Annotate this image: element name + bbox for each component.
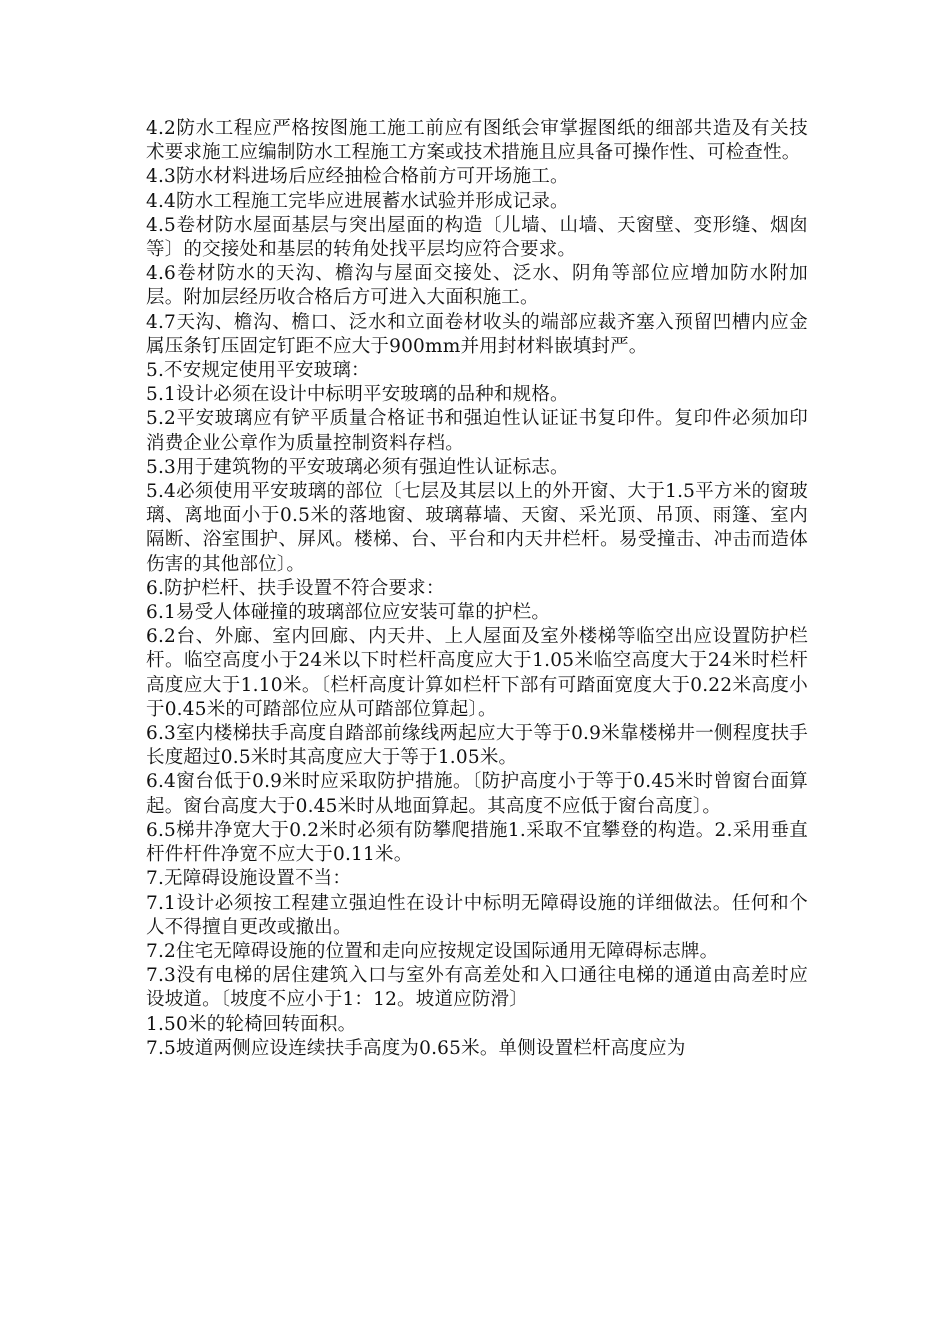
paragraph-5-4: 5.4必须使用平安玻璃的部位〔七层及其层以上的外开窗、大于1.5平方米的窗玻璃、离地面小于0.5米的落地窗、玻璃幕墙、天窗、采光顶、吊顶、雨篷、室内隔断、浴室围护、屏风。楼梯、台、平台和内天井栏杆。易受撞击、冲击而造体伤害的其他部位〕。 — [146, 481, 808, 575]
paragraph-7-1: 7.1设计必须按工程建立强迫性在设计中标明无障碍设施的详细做法。任何和个人不得擅自更改或撤出。 — [146, 892, 808, 938]
paragraph-4-7: 4.7天沟、檐沟、檐口、泛水和立面卷材收头的端部应裁齐塞入预留凹槽内应金属压条钉压固定钉距不应大于900mm并用封材料嵌填封严。 — [146, 311, 808, 357]
paragraph-5-1: 5.1设计必须在设计中标明平安玻璃的品种和规格。 — [146, 384, 569, 406]
paragraph-4-3: 4.3防水材料进场后应经抽检合格前方可开场施工。 — [146, 166, 569, 188]
paragraph-7-5: 7.5坡道两侧应设连续扶手高度为0.65米。单侧设置栏杆高度应为 — [146, 1037, 686, 1059]
section-heading-6: 6.防护栏杆、扶手设置不符合要求： — [146, 577, 445, 599]
paragraph-6-3: 6.3室内楼梯扶手高度自踏部前缘线两起应大于等于0.9米靠楼梯井一侧程度扶手长度超过0.5米时其高度应大于等于1.05米。 — [146, 723, 808, 769]
paragraph-turning-area: 1.50米的轮椅回转面积。 — [146, 1013, 357, 1035]
paragraph-4-2: 4.2防水工程应严格按图施工施工前应有图纸会审掌握图纸的细部共造及有关技术要求施工应编制防水工程施工方案或技术措施且应具备可操作性、可检查性。 — [146, 118, 808, 164]
paragraph-5-2: 5.2平安玻璃应有铲平质量合格证书和强迫性认证证书复印件。复印件必须加印消费企业公章作为质量控制资料存档。 — [146, 408, 808, 454]
section-heading-7: 7.无障碍设施设置不当： — [146, 868, 352, 890]
paragraph-4-4: 4.4防水工程施工完毕应进展蓄水试验并形成记录。 — [146, 190, 569, 212]
paragraph-7-2: 7.2住宅无障碍设施的位置和走向应按规定设国际通用无障碍标志牌。 — [146, 940, 719, 962]
paragraph-4-5: 4.5卷材防水屋面基层与突出屋面的构造〔儿墙、山墙、天窗壁、变形缝、烟囱等〕的交接处和基层的转角处找平层均应符合要求。 — [146, 214, 808, 261]
document-body — [146, 117, 808, 1061]
paragraph-7-3: 7.3没有电梯的居住建筑入口与室外有高差处和入口通往电梯的通道由高差时应设坡道。〔坡度不应小于1：12。坡道应防滑〕 — [146, 965, 808, 1011]
paragraph-4-6: 4.6卷材防水的天沟、檐沟与屋面交接处、泛水、阴角等部位应增加防水附加层。附加层经历收合格后方可进入大面积施工。 — [146, 263, 808, 309]
paragraph-6-2: 6.2台、外廊、室内回廊、内天井、上人屋面及室外楼梯等临空出应设置防护栏杆。临空高度小于24米以下时栏杆高度应大于1.05米临空高度大于24米时栏杆高度应大于1.10米。〔栏杆高度计算如栏杆下部有可踏面宽度大于0.22米高度小于0.45米的可踏部位应从可踏部位算起〕。 — [146, 626, 808, 720]
paragraph-6-5: 6.5梯井净宽大于0.2米时必须有防攀爬措施1.采取不宜攀登的构造。2.采用垂直杆件杆件净宽不应大于0.11米。 — [146, 819, 808, 866]
paragraph-6-4: 6.4窗台低于0.9米时应采取防护措施。〔防护高度小于等于0.45米时曾窗台面算起。窗台高度大于0.45米时从地面算起。其高度不应低于窗台高度〕。 — [146, 771, 808, 817]
paragraph-5-3: 5.3用于建筑物的平安玻璃必须有强迫性认证标志。 — [146, 456, 569, 478]
paragraph-6-1: 6.1易受人体碰撞的玻璃部位应安装可靠的护栏。 — [146, 602, 551, 624]
section-heading-5: 5.不安规定使用平安玻璃： — [146, 360, 370, 382]
